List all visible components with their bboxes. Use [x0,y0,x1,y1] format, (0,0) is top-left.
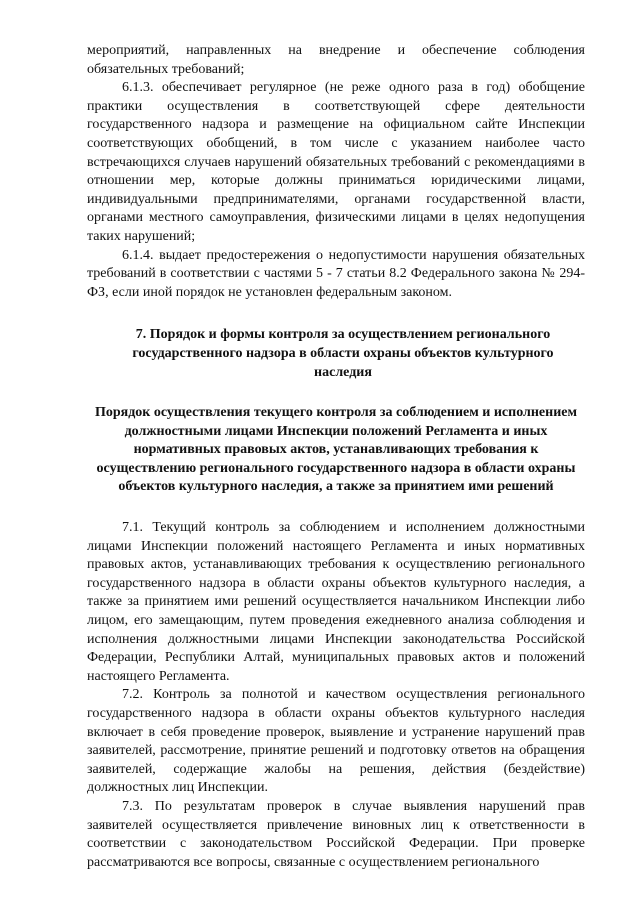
paragraph-7-3: 7.3. По результатам проверок в случае выявления нарушений прав заявителей осуществляется привлечение виновных лиц к ответственности в соответствии с законодательством Российской Федерации. При проверке рассматриваются все вопросы, связанные с осуществлением регионального [87,798,585,870]
section-heading: 7. Порядок и формы контроля за осуществлением регионального государственного надзора в области охраны объектов культурного наследия [132,327,554,380]
page-content [87,42,585,872]
subsection-heading: Порядок осуществления текущего контроля за соблюдением и исполнением должностными лицами Инспекции положений Регламента и иных нормативных правовых актов, устанавливающих требования к осуществлению регионального государственного надзора в области охраны объектов культурного наследия, а также за принятием ими решений [94,405,578,495]
paragraph-6-1-3: 6.1.3. обеспечивает регулярное (не реже одного раза в год) обобщение практики осуществления в соответствующей сфере деятельности государственного надзора и размещение на официальном сайте Инспекции соответствующих обобщений, в том числе с указанием наиболее часто встречающихся случаев нарушений обязательных требований с рекомендациями в отношении мер, которые должны приниматься юридическими лицами, индивидуальными предпринимателями, органами государственной власти, органами местного самоуправления, физическими лицами в целях недопущения таких нарушений; [87,80,585,244]
paragraph-7-1: 7.1. Текущий контроль за соблюдением и исполнением должностными лицами Инспекции положений настоящего Регламента и иных нормативных правовых актов, устанавливающих требования к осуществлению регионального государственного надзора в области охраны объектов культурного наследия, а также за принятием ими решений осуществляется начальником Инспекции либо лицом, его замещающим, путем проведения ежедневного анализа соблюдения и исполнения должностными лицами Инспекции законодательства Российской Федерации, Республики Алтай, муниципальных правовых актов и положений настоящего Регламента. [87,520,585,684]
paragraph-continuation: мероприятий, направленных на внедрение и обеспечение соблюдения обязательных требований; [87,43,585,77]
paragraph-7-2: 7.2. Контроль за полнотой и качеством осуществления регионального государственного надзора в области охраны объектов культурного наследия включает в себя проведение проверок, выявление и устранение нарушений прав заявителей, рассмотрение, принятие решений и подготовку ответов на обращения заявителей, содержащие жалобы на решения, действия (бездействие) должностных лиц Инспекции. [87,687,585,796]
paragraph-6-1-4: 6.1.4. выдает предостережения о недопустимости нарушения обязательных требований в соответствии с частями 5 - 7 статьи 8.2 Федерального закона № 294-ФЗ, если иной порядок не установлен федеральным законом. [87,247,585,300]
